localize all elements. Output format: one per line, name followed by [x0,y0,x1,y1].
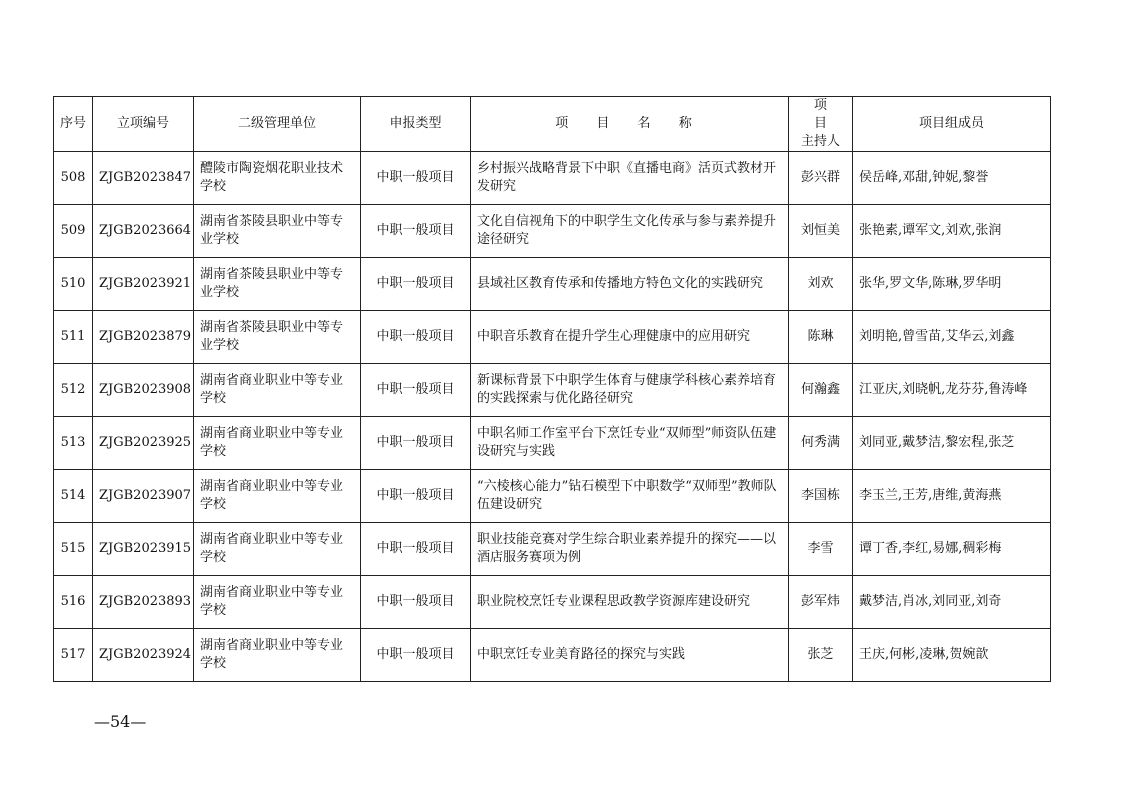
cell-unit: 湖南省茶陵县职业中等专业学校 [194,258,361,311]
cell-members: 张华,罗文华,陈琳,罗华明 [853,258,1051,311]
cell-type: 中职一般项目 [361,470,471,523]
cell-members: 李玉兰,王芳,唐维,黄海燕 [853,470,1051,523]
cell-seq: 514 [54,470,93,523]
cell-type: 中职一般项目 [361,311,471,364]
cell-type: 中职一般项目 [361,629,471,682]
table-row [54,470,1051,523]
cell-host: 彭兴群 [789,152,853,205]
project-table [53,96,1051,682]
cell-host: 张芝 [789,629,853,682]
cell-members: 侯岳峰,邓甜,钟妮,黎誉 [853,152,1051,205]
cell-type: 中职一般项目 [361,258,471,311]
table-row [54,417,1051,470]
cell-seq: 510 [54,258,93,311]
cell-members: 谭丁香,李红,易娜,稠彩梅 [853,523,1051,576]
cell-type: 中职一般项目 [361,523,471,576]
cell-project-name: 中职名师工作室平台下烹饪专业“双师型”师资队伍建设研究与实践 [471,417,789,470]
cell-seq: 511 [54,311,93,364]
page-number: —54— [94,712,147,731]
cell-members: 刘明艳,曾雪苗,艾华云,刘鑫 [853,311,1051,364]
cell-host: 刘欢 [789,258,853,311]
cell-code: ZJGB2023847 [93,152,194,205]
header-host-top: 项 目 [813,98,841,131]
cell-project-name: 乡村振兴战略背景下中职《直播电商》活页式教材开发研究 [471,152,789,205]
header-members: 项目组成员 [853,97,1051,152]
cell-unit: 湖南省商业职业中等专业学校 [194,417,361,470]
table-row [54,364,1051,417]
cell-seq: 517 [54,629,93,682]
cell-code: ZJGB2023921 [93,258,194,311]
header-code: 立项编号 [93,97,194,152]
header-host [789,97,853,152]
cell-host: 刘恒美 [789,205,853,258]
cell-project-name: “六棱核心能力”钻石模型下中职数学“双师型”教师队伍建设研究 [471,470,789,523]
table-row [54,152,1051,205]
cell-host: 陈琳 [789,311,853,364]
cell-code: ZJGB2023907 [93,470,194,523]
cell-seq: 513 [54,417,93,470]
header-row [54,97,1051,152]
cell-unit: 湖南省茶陵县职业中等专业学校 [194,205,361,258]
cell-project-name: 职业技能竞赛对学生综合职业素养提升的探究——以酒店服务赛项为例 [471,523,789,576]
cell-type: 中职一般项目 [361,364,471,417]
cell-seq: 515 [54,523,93,576]
cell-code: ZJGB2023893 [93,576,194,629]
cell-code: ZJGB2023879 [93,311,194,364]
cell-members: 王庆,何彬,凌琳,贺婉歆 [853,629,1051,682]
cell-project-name: 中职烹饪专业美育路径的探究与实践 [471,629,789,682]
table-row [54,205,1051,258]
cell-unit: 醴陵市陶瓷烟花职业技术学校 [194,152,361,205]
header-unit: 二级管理单位 [194,97,361,152]
cell-unit: 湖南省商业职业中等专业学校 [194,629,361,682]
cell-seq: 516 [54,576,93,629]
cell-host: 何瀚鑫 [789,364,853,417]
table-row [54,629,1051,682]
cell-seq: 512 [54,364,93,417]
cell-seq: 509 [54,205,93,258]
cell-code: ZJGB2023924 [93,629,194,682]
cell-type: 中职一般项目 [361,152,471,205]
header-type: 申报类型 [361,97,471,152]
cell-unit: 湖南省商业职业中等专业学校 [194,364,361,417]
cell-type: 中职一般项目 [361,576,471,629]
table-row [54,576,1051,629]
cell-host: 何秀满 [789,417,853,470]
cell-project-name: 新课标背景下中职学生体育与健康学科核心素养培育的实践探索与优化路径研究 [471,364,789,417]
header-host-bottom: 主持人 [800,134,840,149]
cell-members: 戴梦洁,肖冰,刘同亚,刘奇 [853,576,1051,629]
cell-unit: 湖南省商业职业中等专业学校 [194,576,361,629]
cell-code: ZJGB2023925 [93,417,194,470]
cell-host: 彭军炜 [789,576,853,629]
cell-seq: 508 [54,152,93,205]
cell-unit: 湖南省茶陵县职业中等专业学校 [194,311,361,364]
cell-members: 刘同亚,戴梦洁,黎宏程,张芝 [853,417,1051,470]
cell-members: 江亚庆,刘晓帆,龙芬芬,鲁涛峰 [853,364,1051,417]
table-row [54,311,1051,364]
cell-project-name: 职业院校烹饪专业课程思政教学资源库建设研究 [471,576,789,629]
cell-members: 张艳素,谭军文,刘欢,张润 [853,205,1051,258]
cell-code: ZJGB2023664 [93,205,194,258]
cell-unit: 湖南省商业职业中等专业学校 [194,470,361,523]
header-seq: 序号 [54,97,93,152]
table-row [54,523,1051,576]
cell-type: 中职一般项目 [361,417,471,470]
cell-project-name: 县域社区教育传承和传播地方特色文化的实践研究 [471,258,789,311]
cell-code: ZJGB2023915 [93,523,194,576]
cell-project-name: 文化自信视角下的中职学生文化传承与参与素养提升途径研究 [471,205,789,258]
table-row [54,258,1051,311]
cell-unit: 湖南省商业职业中等专业学校 [194,523,361,576]
cell-code: ZJGB2023908 [93,364,194,417]
cell-project-name: 中职音乐教育在提升学生心理健康中的应用研究 [471,311,789,364]
cell-host: 李雪 [789,523,853,576]
cell-host: 李国栋 [789,470,853,523]
header-project-name: 项 目 名 称 [471,97,789,152]
cell-type: 中职一般项目 [361,205,471,258]
